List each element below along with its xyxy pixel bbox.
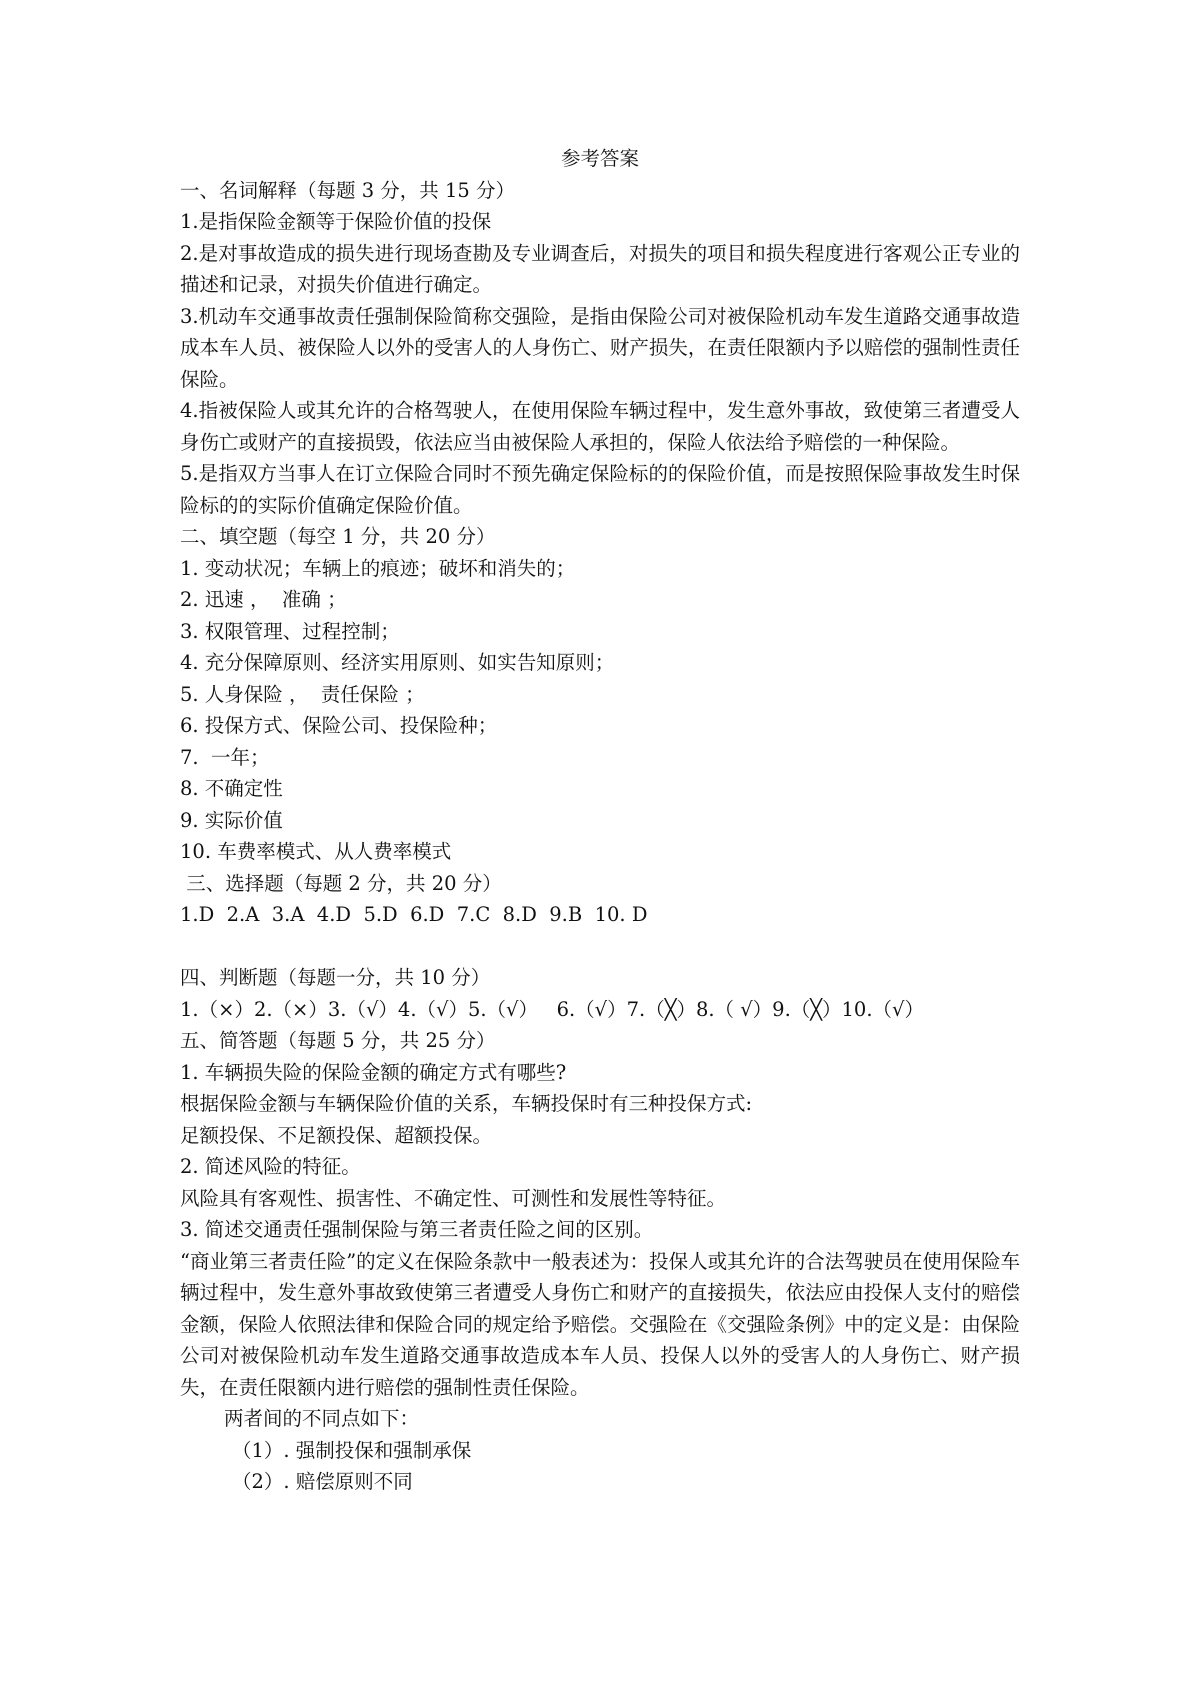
difference-item-1: （1）. 强制投保和强制承保 — [232, 1438, 472, 1462]
answer-document — [180, 143, 1020, 1498]
section-heading-definitions: 一、名词解释（每题 3 分，共 15 分） — [180, 178, 516, 202]
short-answer-1b: 足额投保、不足额投保、超额投保。 — [180, 1123, 493, 1147]
fill-answer-7: 7. 一年； — [180, 745, 270, 769]
fill-answer-4: 4. 充分保障原则、经济实用原则、如实告知原则； — [180, 651, 615, 674]
section-heading-choice: 三、选择题（每题 2 分，共 20 分） — [180, 871, 502, 895]
section-heading-short-answer: 五、简答题（每题 5 分，共 25 分） — [180, 1029, 496, 1052]
spacer — [180, 931, 1020, 963]
definition-answer-1: 1.是指保险金额等于保险价值的投保 — [180, 210, 492, 233]
definition-answer-4: 4.指被保险人或其允许的合格驾驶人，在使用保险车辆过程中，发生意外事故，致使第三者遭受人身伤亡或财产的直接损毁，依法应当由被保险人承担的，保险人依法给予赔偿的一种保险。 — [180, 399, 1020, 454]
fill-answer-8: 8. 不确定性 — [180, 777, 283, 800]
difference-item-2: （2）. 赔偿原则不同 — [232, 1470, 413, 1493]
short-question-3: 3. 简述交通责任强制保险与第三者责任险之间的区别。 — [180, 1218, 654, 1241]
section-heading-fill-blank: 二、填空题（每空 1 分，共 20 分） — [180, 525, 496, 548]
short-answer-3: “商业第三者责任险”的定义在保险条款中一般表述为：投保人或其允许的合法驾驶员在使用保险车辆过程中，发生意外事故致使第三者遭受人身伤亡和财产的直接损失，依法应由投保人支付的赔偿金额，保险人依照法律和保险合同的规定给予赔偿。交强险在《交强险条例》中的定义是：由保险公司对被保险机动车发生道路交通事故造成本车人员、投保人以外的受害人的人身伤亡、财产损失，在责任限额内进行赔偿的强制性责任保险。 — [180, 1249, 1020, 1399]
section-heading-true-false: 四、判断题（每题一分，共 10 分） — [180, 966, 491, 989]
true-false-answers: 1.（×）2.（×）3.（√）4.（√）5.（√） 6.（√）7.（╳）8.（ √）9.（╳）10.（√） — [180, 997, 924, 1021]
definition-answer-5: 5.是指双方当事人在订立保险合同时不预先确定保险标的的保险价值，而是按照保险事故发生时保险标的的实际价值确定保险价值。 — [180, 462, 1020, 517]
fill-answer-1: 1. 变动状况；车辆上的痕迹；破坏和消失的； — [180, 556, 576, 580]
short-question-2: 2. 简述风险的特征。 — [180, 1155, 361, 1178]
fill-answer-6: 6. 投保方式、保险公司、投保险种； — [180, 714, 498, 737]
choice-answers: 1.D 2.A 3.A 4.D 5.D 6.D 7.C 8.D 9.B 10. D — [180, 903, 648, 926]
definition-answer-2: 2.是对事故造成的损失进行现场查勘及专业调查后，对损失的项目和损失程度进行客观公正专业的描述和记录，对损失价值进行确定。 — [180, 241, 1020, 296]
short-answer-2: 风险具有客观性、损害性、不确定性、可测性和发展性等特征。 — [180, 1186, 727, 1210]
fill-answer-10: 10. 车费率模式、从人费率模式 — [180, 840, 452, 863]
definition-answer-3: 3.机动车交通事故责任强制保险简称交强险，是指由保险公司对被保险机动车发生道路交通事故造成本车人员、被保险人以外的受害人的人身伤亡、财产损失，在责任限额内予以赔偿的强制性责任保险。 — [180, 304, 1020, 391]
page-title: 参考答案 — [560, 147, 639, 170]
short-question-1: 1. 车辆损失险的保险金额的确定方式有哪些? — [180, 1060, 567, 1084]
short-answer-1a: 根据保险金额与车辆保险价值的关系，车辆投保时有三种投保方式: — [180, 1092, 753, 1115]
fill-answer-9: 9. 实际价值 — [180, 808, 283, 832]
fill-answer-3: 3. 权限管理、过程控制； — [180, 619, 400, 643]
fill-answer-5: 5. 人身保险 ， 责任保险 ； — [180, 682, 425, 706]
fill-answer-2: 2. 迅速 ， 准确 ； — [180, 588, 347, 611]
difference-intro: 两者间的不同点如下： — [224, 1407, 420, 1430]
